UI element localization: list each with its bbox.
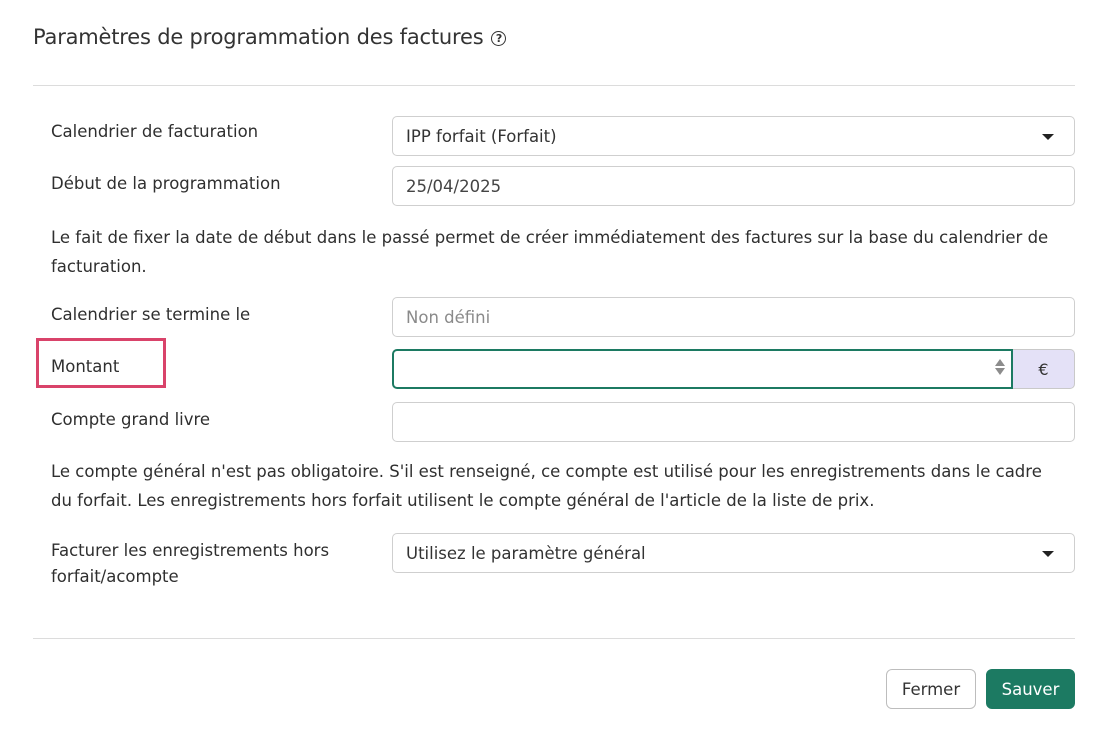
spinner-down-icon[interactable] [995,368,1005,375]
start-date-field[interactable] [392,166,1075,206]
ledger-help-text: Le compte général n'est pas obligatoire. S'il est renseigné, ce compte est utilisé pour les enregistrements dans le cadre du forfait. Les enregistrements hors forfait utilisent le compte général de l'article de la liste de prix. [51,462,1042,510]
extra-billing-select[interactable] [392,533,1075,573]
spinner-up-icon[interactable] [995,359,1005,366]
ledger-label: Compte grand livre [51,410,211,429]
chevron-down-icon [1042,134,1054,140]
help-icon[interactable]: ? [491,31,506,46]
billing-calendar-value: IPP forfait (Forfait) [406,126,557,146]
number-spinner[interactable] [995,359,1005,375]
end-date-placeholder: Non défini [406,307,491,327]
close-button[interactable]: Fermer [886,669,976,709]
dialog-title-text: Paramètres de programmation des factures [33,25,484,49]
save-button[interactable]: Sauver [986,669,1075,709]
amount-label: Montant [51,357,120,376]
chevron-down-icon [1042,551,1054,557]
extra-billing-value: Utilisez le paramètre général [406,543,646,563]
start-help-text: Le fait de fixer la date de début dans le passé permet de créer immédiatement des factures sur la base du calendrier de facturation. [51,228,1049,276]
billing-calendar-select[interactable] [392,116,1075,156]
ledger-input[interactable] [392,402,1075,442]
currency-addon: € [1013,349,1075,389]
footer-divider [33,638,1075,639]
amount-input-group [392,349,1075,389]
amount-input[interactable] [392,349,1013,389]
start-label: Début de la programmation [51,174,281,193]
end-date-field[interactable] [392,297,1075,337]
dialog-title [33,25,506,49]
start-date-value: 25/04/2025 [406,176,502,196]
end-label: Calendrier se termine le [51,305,251,324]
billing-calendar-label: Calendrier de facturation [51,122,259,141]
extra-billing-label: Facturer les enregistrements hors forfait/acompte [51,541,330,586]
header-divider [33,85,1075,86]
